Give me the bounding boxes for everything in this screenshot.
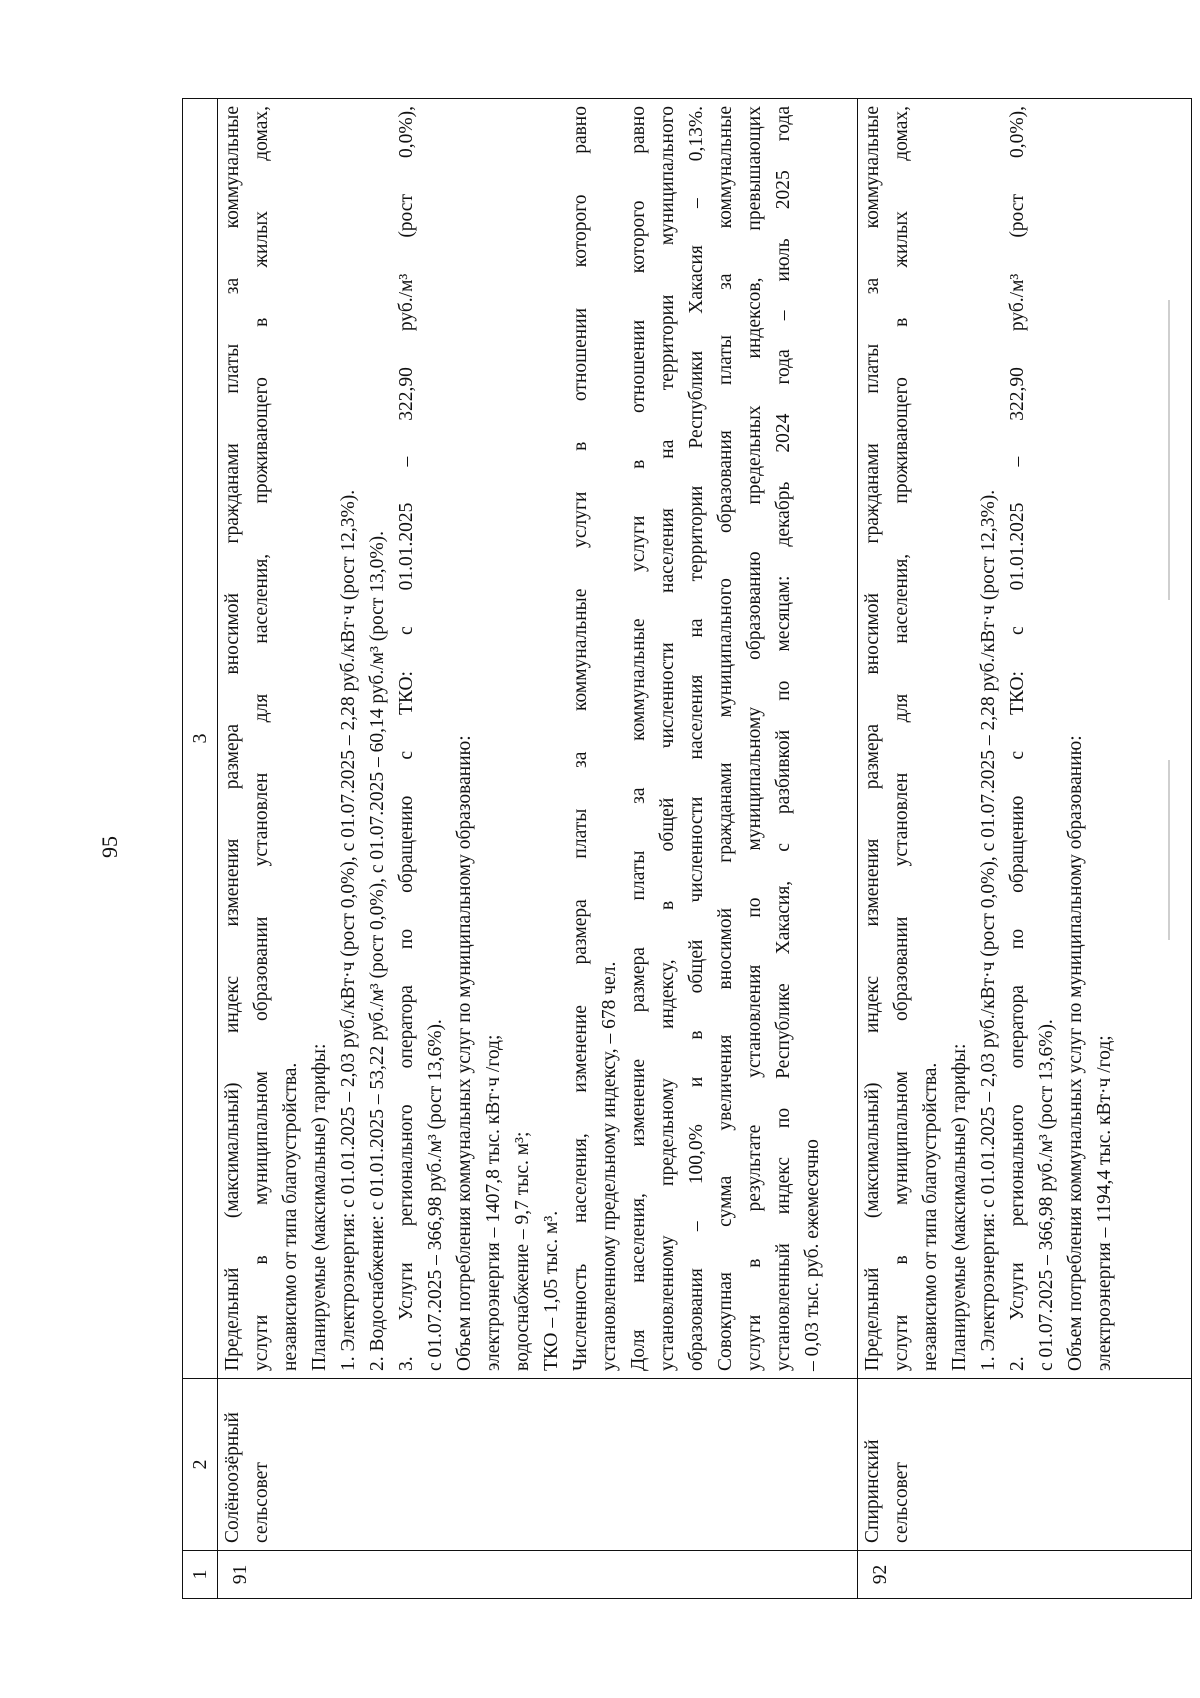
text-line: Объем потребления коммунальных услуг по муниципальному образованию: [1065, 735, 1086, 1371]
text-line: Совокупная сумма увеличения вносимой гражданами муниципального образования платы за коммунальные [715, 106, 736, 1371]
header-cell: 1 [183, 1551, 218, 1599]
row-content [218, 99, 858, 1379]
text-line: Планируемые (максимальные) тарифы: [949, 1043, 970, 1371]
text-line: электроэнергия – 1407,8 тыс. кВт·ч /год; [483, 1034, 504, 1371]
row-number: 92 [858, 1551, 1192, 1599]
text-line: электроэнергия – 1194,4 тыс. кВт·ч /год; [1094, 1035, 1115, 1371]
header-cell: 3 [183, 99, 218, 1379]
text-line: Объем потребления коммунальных услуг по муниципальному образованию: [454, 735, 475, 1371]
text-line: услуги в муниципальном образовании установлен для населения, проживающего в жилых домах, [891, 106, 912, 1371]
text-line: Предельный (максимальный) индекс изменения размера вносимой гражданами платы за коммунальные [862, 106, 883, 1371]
text-line: 2. Услуги регионального оператора по обращению с ТКО: с 01.01.2025 – 322,90 руб./м³ (рост 0,0%), [1007, 106, 1028, 1371]
header-cell: 2 [183, 1379, 218, 1551]
text-line: Планируемые (максимальные) тарифы: [309, 1043, 330, 1371]
text-line: независимо от типа благоустройства. [280, 1062, 301, 1371]
text-line: установленному предельному индексу, в общей численности населения на территории муниципального [657, 106, 678, 1371]
text-line: с 01.07.2025 – 366,98 руб./м³ (рост 13,6%). [425, 1019, 446, 1371]
text-line: 1. Электроэнергия: с 01.01.2025 – 2,03 руб./кВт·ч (рост 0,0%), с 01.07.2025 – 2,28 руб./кВт·ч (рост 12,3%). [978, 489, 999, 1371]
text-line: установленный индекс по Республике Хакасия, с разбивкой по месяцам: декабрь 2024 года – июль 2025 года [773, 106, 794, 1371]
municipality-name: Солёноозёрный сельсовет [218, 1379, 858, 1551]
rotated-table-wrapper [182, 99, 1192, 1599]
text-line: с 01.07.2025 – 366,98 руб./м³ (рост 13,6%). [1036, 1019, 1057, 1371]
text-line: Предельный (максимальный) индекс изменения размера вносимой гражданами платы за коммунальные [222, 106, 243, 1371]
page-number: 95 [97, 836, 122, 858]
text-line: 1. Электроэнергия: с 01.01.2025 – 2,03 руб./кВт·ч (рост 0,0%), с 01.07.2025 – 2,28 руб./кВт·ч (рост 12,3%). [338, 489, 359, 1371]
table-header-row [183, 99, 218, 1599]
text-line: 2. Водоснабжение: с 01.01.2025 – 53,22 руб./м³ (рост 0,0%), с 01.07.2025 – 60,14 руб./м³ (рост 13,0%). [367, 531, 388, 1371]
text-line: водоснабжение – 9,7 тыс. м³; [512, 1131, 533, 1371]
row-content [858, 99, 1192, 1379]
table-row [218, 99, 858, 1599]
text-line: 3. Услуги регионального оператора по обращению с ТКО: с 01.01.2025 – 322,90 руб./м³ (рост 0,0%), [396, 106, 417, 1371]
text-line: независимо от типа благоустройства. [920, 1062, 941, 1371]
text-line: – 0,03 тыс. руб. ежемесячно [802, 1139, 823, 1371]
text-line: установленному предельному индексу, – 678 чел. [599, 961, 620, 1371]
text-line: Доля населения, изменение размера платы за коммунальные услуги в отношении которого равно [628, 106, 649, 1371]
text-line: Численность населения, изменение размера платы за коммунальные услуги в отношении которого равно [570, 106, 591, 1371]
document-table [182, 98, 1192, 1599]
text-line: услуги в результате установления по муниципальному образованию предельных индексов, превышающих [744, 106, 765, 1371]
municipality-name: Спиринский сельсовет [858, 1379, 1192, 1551]
text-line: услуги в муниципальном образовании установлен для населения, проживающего в жилых домах, [251, 106, 272, 1371]
row-number: 91 [218, 1551, 858, 1599]
text-line: ТКО – 1,05 тыс. м³. [541, 1210, 562, 1371]
table-row [858, 99, 1192, 1599]
text-line: образования – 100,0% и в общей численности населения на территории Республики Хакасия – 0,13%. [686, 106, 707, 1371]
